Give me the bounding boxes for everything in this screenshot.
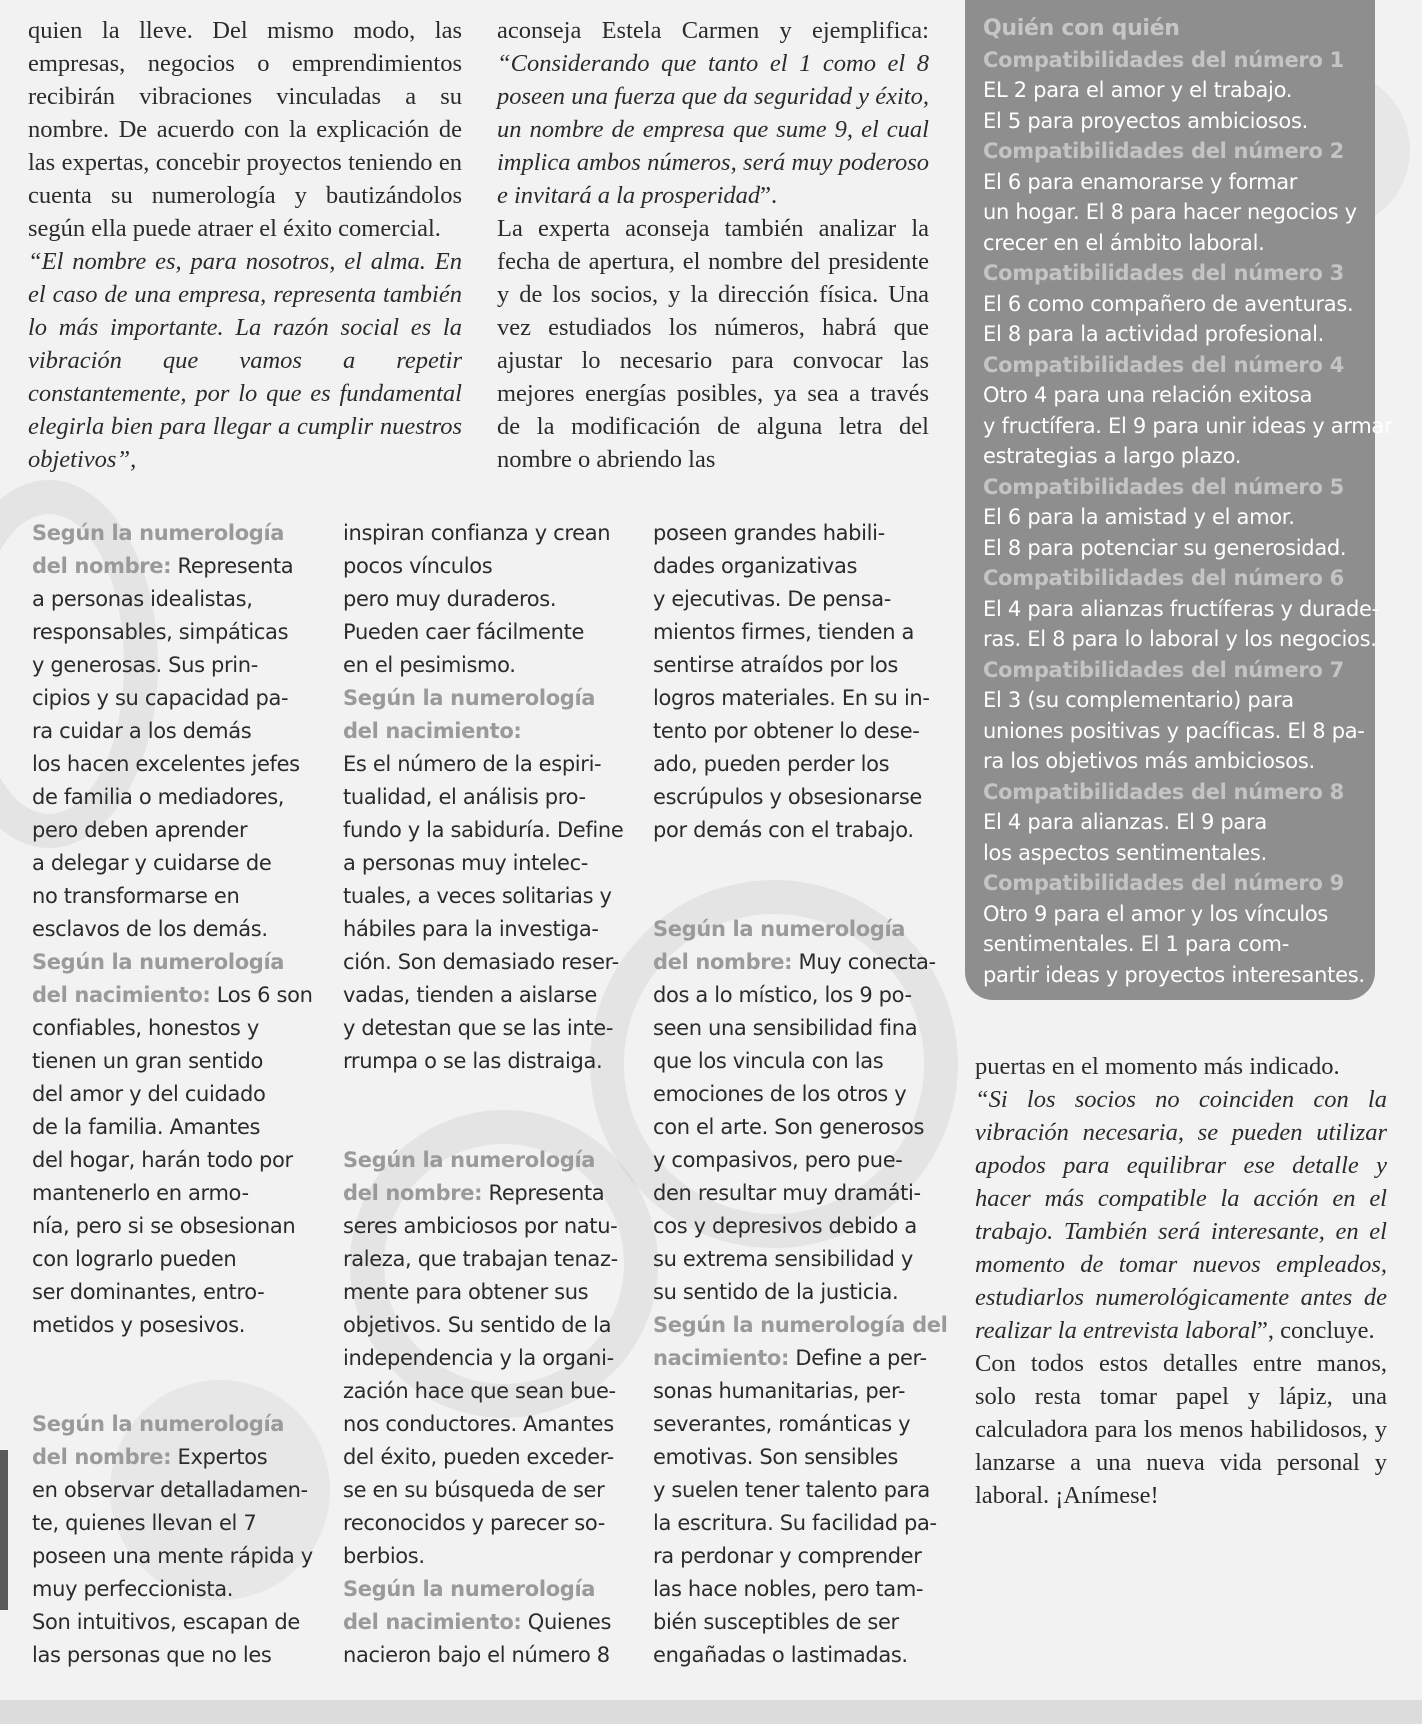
body-text: tento por obtener lo dese- <box>653 719 920 743</box>
closing-text: ”, concluye. <box>1256 1317 1375 1344</box>
body-text: objetivos. Su sentido de la <box>343 1313 612 1337</box>
text-line <box>653 1474 943 1507</box>
sidebar-text: El 8 para la actividad profesional. <box>983 322 1324 346</box>
section-heading: Según la numerología <box>343 1148 596 1172</box>
section-heading: del nombre: <box>32 1445 172 1469</box>
text-line <box>653 1540 943 1573</box>
text-line <box>653 1210 943 1243</box>
body-text: las hace nobles, pero tam- <box>653 1577 924 1601</box>
text-line <box>343 1606 633 1639</box>
body-text: reconocidos y parecer so- <box>343 1511 605 1535</box>
text-line <box>343 979 633 1012</box>
body-text: emotivas. Son sensibles <box>653 1445 898 1469</box>
text-line <box>32 847 332 880</box>
sidebar-text: El 6 para la amistad y el amor. <box>983 505 1295 529</box>
body-text: del hogar, harán todo por <box>32 1148 293 1172</box>
text-line <box>32 550 332 583</box>
intro-column-1 <box>28 14 462 476</box>
text-line <box>653 979 943 1012</box>
body-text: metidos y posesivos. <box>32 1313 246 1337</box>
body-text: rrumpa o se las distraiga. <box>343 1049 603 1073</box>
body-text: la escritura. Su facilidad pa- <box>653 1511 937 1535</box>
text-line <box>343 517 633 550</box>
text-line <box>653 814 943 847</box>
body-text: severantes, románticas y <box>653 1412 911 1436</box>
text-line <box>653 1342 943 1375</box>
text-line <box>343 1441 633 1474</box>
text-line <box>343 1540 633 1573</box>
sidebar-heading: Compatibilidades del número 7 <box>983 657 1344 682</box>
text-line <box>653 616 943 649</box>
sidebar-text: sentimentales. El 1 para com- <box>983 932 1289 956</box>
sidebar-text: Otro 4 para una relación exitosa <box>983 383 1313 407</box>
body-text: sentirse atraídos por los <box>653 653 899 677</box>
text-line <box>32 649 332 682</box>
text-line <box>343 1507 633 1540</box>
text-line <box>32 1474 332 1507</box>
text-line <box>32 1276 332 1309</box>
text-line <box>653 1573 943 1606</box>
body-text: y suelen tener talento para <box>653 1478 930 1502</box>
body-text: en observar detalladamen- <box>32 1478 308 1502</box>
sidebar-heading: Compatibilidades del número 2 <box>983 139 1344 163</box>
text-line <box>32 979 332 1012</box>
body-text: vadas, tienden a aislarse <box>343 983 597 1007</box>
text-line <box>32 1606 332 1639</box>
text-line <box>343 616 633 649</box>
section-gap <box>32 1342 332 1408</box>
scan-edge <box>0 1450 8 1610</box>
body-text: zación hace que sean bue- <box>343 1379 616 1403</box>
body-text: y detestan que se las inte- <box>343 1016 614 1040</box>
compatibility-sidebar <box>965 0 1393 1000</box>
sidebar-heading: Compatibilidades del número 5 <box>983 474 1344 499</box>
sidebar-text: El 8 para potenciar su generosidad. <box>983 535 1347 560</box>
text-line <box>653 1078 943 1111</box>
sidebar-text: El 6 para enamorarse y formar <box>983 169 1298 194</box>
sidebar-text: crecer en el ámbito laboral. <box>983 230 1265 255</box>
body-text: independencia y la organi- <box>343 1346 614 1370</box>
body-text: hábiles para la investiga- <box>343 917 599 941</box>
text-line <box>653 1309 948 1342</box>
text-line <box>343 1474 633 1507</box>
body-text: mantenerlo en armo- <box>32 1181 249 1205</box>
body-text: ado, pueden perder los <box>653 752 890 776</box>
section-heading: del nacimiento: <box>343 1610 522 1634</box>
text-line <box>343 682 633 715</box>
closing-paragraph: Con todos estos detalles entre manos, solo resta tomar papel y lápiz, una calculadora para los menos habilidosos, y lanzarse a una nueva vida personal y laboral. ¡Anímese! <box>975 1350 1387 1509</box>
body-text: Los 6 son <box>210 983 313 1007</box>
body-text: escrúpulos y obsesionarse <box>653 785 922 809</box>
body-text: Representa <box>482 1181 605 1205</box>
text-line <box>32 616 332 649</box>
body-text: y generosas. Sus prin- <box>32 653 258 677</box>
section-heading: del nombre: <box>32 554 172 578</box>
body-text: los hacen excelentes jefes <box>32 752 300 776</box>
text-line <box>653 913 943 946</box>
text-line <box>653 715 943 748</box>
body-text: den resultar muy dramáti- <box>653 1181 921 1205</box>
body-text: por demás con el trabajo. <box>653 818 914 842</box>
text-line <box>343 550 633 583</box>
text-line <box>32 748 332 781</box>
body-text: en el pesimismo. <box>343 653 516 677</box>
text-line <box>32 1540 332 1573</box>
body-text: ser dominantes, entro- <box>32 1280 265 1304</box>
section-heading: nacimiento: <box>653 1346 790 1370</box>
text-line <box>653 1639 943 1672</box>
body-text: Quienes <box>521 1610 612 1634</box>
column-number-8-9 <box>653 517 948 1672</box>
text-line <box>32 517 332 550</box>
body-text: de la familia. Amantes <box>32 1115 261 1139</box>
body-text: y ejecutivas. De pensa- <box>653 587 891 611</box>
text-line <box>653 1243 943 1276</box>
text-line <box>32 1573 332 1606</box>
text-line <box>653 1408 943 1441</box>
intro-quote: “Considerando que tanto el 1 como el 8 poseen una fuerza que da seguridad y éxito, un nombre de empresa que sume 9, el cual implica ambos números, será muy poderoso e invitará a la prosperidad <box>497 50 929 209</box>
body-text: fundo y la sabiduría. Define <box>343 818 624 842</box>
body-text: mente para obtener sus <box>343 1280 589 1304</box>
section-gap <box>343 1078 633 1144</box>
body-text: sonas humanitarias, per- <box>653 1379 906 1403</box>
text-line <box>343 1276 633 1309</box>
body-text: cipios y su capacidad pa- <box>32 686 289 710</box>
text-line <box>653 1012 943 1045</box>
text-line <box>343 847 633 880</box>
sidebar-text: los aspectos sentimentales. <box>983 840 1267 865</box>
text-line <box>343 1375 633 1408</box>
text-line <box>343 1408 633 1441</box>
body-text: su sentido de la justicia. <box>653 1280 899 1304</box>
body-text: muy perfeccionista. <box>32 1577 234 1601</box>
sidebar-text: y fructífera. El 9 para unir ideas y armar <box>983 413 1393 438</box>
text-line <box>32 1408 332 1441</box>
section-heading: Según la numerología <box>32 521 285 545</box>
body-text: ra perdonar y comprender <box>653 1544 922 1568</box>
body-text: nacieron bajo el número 8 <box>343 1643 610 1667</box>
sidebar-text: ra los objetivos más ambiciosos. <box>983 749 1315 773</box>
intro-quote: “El nombre es, para nosotros, el alma. En el caso de una empresa, representa también lo más importante. La razón social es la vibración que vamos a repetir constantemente, por lo que es fundamental elegirla bien para llegar a cumplir nuestros objetivos”, <box>28 248 462 473</box>
body-text: del éxito, pueden exceder- <box>343 1445 614 1469</box>
body-text: responsables, simpáticas <box>32 620 289 644</box>
text-line <box>343 880 633 913</box>
body-text: cos y depresivos debido a <box>653 1214 917 1238</box>
body-text: Es el número de la espiri- <box>343 752 602 776</box>
text-line <box>343 781 633 814</box>
sidebar-text: ras. El 8 para lo laboral y los negocios. <box>983 627 1377 651</box>
body-text: confiables, honestos y <box>32 1016 259 1040</box>
sidebar-heading: Compatibilidades del número 3 <box>983 261 1344 285</box>
text-line <box>32 1639 332 1672</box>
text-line <box>343 1177 633 1210</box>
body-text: con lograrlo pueden <box>32 1247 237 1271</box>
page-bottom-edge <box>0 1700 1422 1724</box>
text-line <box>343 748 633 781</box>
body-text: tuales, a veces solitarias y <box>343 884 612 908</box>
section-heading: del nacimiento: <box>32 983 211 1007</box>
text-line <box>343 649 633 682</box>
body-text: ra cuidar a los demás <box>32 719 252 743</box>
body-text: con el arte. Son generosos <box>653 1115 925 1139</box>
text-line <box>32 583 332 616</box>
text-line <box>32 1441 332 1474</box>
text-line <box>653 1606 943 1639</box>
text-line <box>653 649 943 682</box>
text-line <box>343 1012 633 1045</box>
text-line <box>653 946 943 979</box>
text-line <box>653 1507 943 1540</box>
section-heading: Según la numerología <box>32 950 285 974</box>
closing-column <box>975 1050 1387 1512</box>
text-line <box>32 781 332 814</box>
sidebar-text: partir ideas y proyectos interesantes. <box>983 962 1365 987</box>
body-text: no transformarse en <box>32 884 240 908</box>
text-line <box>32 1507 332 1540</box>
body-text: se en su búsqueda de ser <box>343 1478 605 1502</box>
section-heading: Según la numerología <box>32 1412 285 1436</box>
body-text: Representa <box>171 554 294 578</box>
column-number-6-7 <box>32 517 332 1672</box>
body-text: a delegar y cuidarse de <box>32 851 272 875</box>
body-text: engañadas o lastimadas. <box>653 1643 908 1667</box>
body-text: y compasivos, pero pue- <box>653 1148 903 1172</box>
sidebar-text: El 4 para alianzas fructíferas y durade- <box>983 596 1379 621</box>
body-text: esclavos de los demás. <box>32 917 268 941</box>
sidebar-text: un hogar. El 8 para hacer negocios y <box>983 200 1357 224</box>
body-text: dos a lo místico, los 9 po- <box>653 983 912 1007</box>
column-number-7-8 <box>343 517 633 1672</box>
body-text: a personas muy intelec- <box>343 851 589 875</box>
text-line <box>343 913 633 946</box>
sidebar-text: El 4 para alianzas. El 9 para <box>983 810 1267 834</box>
body-text: nía, pero si se obsesionan <box>32 1214 296 1238</box>
text-line <box>343 946 633 979</box>
sidebar-text: El 3 (su complementario) para <box>983 688 1294 712</box>
sidebar-text: El 5 para proyectos ambiciosos. <box>983 108 1308 133</box>
body-text: nos conductores. Amantes <box>343 1412 614 1436</box>
body-text: de familia o mediadores, <box>32 785 285 809</box>
section-heading: Según la numerología <box>343 686 596 710</box>
intro-column-2 <box>497 14 929 476</box>
text-line <box>32 1177 332 1210</box>
body-text: tienen un gran sentido <box>32 1049 264 1073</box>
text-line <box>343 1243 633 1276</box>
body-text: raleza, que trabajan tenaz- <box>343 1247 618 1271</box>
section-heading: del nacimiento: <box>343 719 522 743</box>
sidebar-heading: Compatibilidades del número 6 <box>983 566 1344 590</box>
body-text: Define a per- <box>789 1346 927 1370</box>
section-gap <box>653 847 943 913</box>
sidebar-heading: Compatibilidades del número 4 <box>983 352 1344 377</box>
body-text: Muy conecta- <box>792 950 936 974</box>
text-line <box>653 1045 943 1078</box>
text-line <box>653 517 943 550</box>
text-line <box>653 748 943 781</box>
body-text: del amor y del cuidado <box>32 1082 266 1106</box>
sidebar-text: estrategias a largo plazo. <box>983 444 1242 468</box>
body-text: las personas que no les <box>32 1643 272 1667</box>
body-text: dades organizativas <box>653 554 858 578</box>
sidebar-heading: Compatibilidades del número 1 <box>983 47 1344 72</box>
body-text: Pueden caer fácilmente <box>343 620 585 644</box>
body-text: seres ambiciosos por natu- <box>343 1214 618 1238</box>
closing-paragraph <box>975 1083 1387 1347</box>
body-text: poseen grandes habili- <box>653 521 885 545</box>
body-text: que los vincula con las <box>653 1049 884 1073</box>
body-text: mientos firmes, tienden a <box>653 620 915 644</box>
text-line <box>653 1144 943 1177</box>
body-text: tualidad, el análisis pro- <box>343 785 586 809</box>
text-line <box>32 1243 332 1276</box>
text-line <box>32 1078 332 1111</box>
body-text: berbios. <box>343 1544 425 1568</box>
sidebar-title: Quién con quién <box>983 16 1180 41</box>
text-line <box>343 1639 633 1672</box>
intro-paragraph <box>497 14 929 212</box>
text-line <box>653 781 943 814</box>
sidebar-heading: Compatibilidades del número 8 <box>983 779 1344 804</box>
body-text: Son intuitivos, escapan de <box>32 1610 300 1634</box>
text-line <box>653 1177 943 1210</box>
body-text: emociones de los otros y <box>653 1082 907 1106</box>
text-line <box>32 1210 332 1243</box>
body-text: Expertos <box>171 1445 268 1469</box>
intro-paragraph: La experta aconseja también analizar la fecha de apertura, el nombre del presidente y de los socios, y la dirección física. Una vez estudiados los números, habrá que ajustar lo necesario para convocar las mejores energías posibles, ya sea a través de la modificación de alguna letra del nombre o abriendo las <box>497 215 929 473</box>
sidebar-lines <box>983 45 1393 991</box>
text-line <box>653 1111 943 1144</box>
body-text: te, quienes llevan el 7 <box>32 1511 257 1535</box>
section-heading: Según la numerología del <box>653 1313 948 1337</box>
text-line <box>32 814 332 847</box>
text-line <box>343 583 633 616</box>
text-line <box>32 715 332 748</box>
text-line <box>343 814 633 847</box>
text-line <box>653 682 943 715</box>
text-line <box>653 1375 943 1408</box>
sidebar-heading: Compatibilidades del número 9 <box>983 871 1344 895</box>
text-line <box>32 1144 332 1177</box>
text-line <box>653 583 943 616</box>
text-line <box>653 1276 943 1309</box>
sidebar-text: EL 2 para el amor y el trabajo. <box>983 78 1293 102</box>
text-line <box>343 1144 633 1177</box>
intro-text: aconseja Estela Carmen y ejemplifica: <box>497 17 929 44</box>
text-line <box>653 550 943 583</box>
section-heading: Según la numerología <box>343 1577 596 1601</box>
body-text: su extrema sensibilidad y <box>653 1247 913 1271</box>
text-line <box>343 1045 633 1078</box>
text-line <box>32 946 332 979</box>
body-text: ción. Son demasiado reser- <box>343 950 619 974</box>
text-line <box>32 880 332 913</box>
body-text: logros materiales. En su in- <box>653 686 930 710</box>
body-text: bién susceptibles de ser <box>653 1610 899 1634</box>
text-line <box>32 1045 332 1078</box>
text-line <box>343 1342 633 1375</box>
body-text: poseen una mente rápida y <box>32 1544 313 1568</box>
sidebar-text: uniones positivas y pacíficas. El 8 pa- <box>983 718 1365 743</box>
section-heading: del nombre: <box>343 1181 483 1205</box>
text-line <box>32 682 332 715</box>
text-line <box>32 1309 332 1342</box>
text-line <box>343 1573 633 1606</box>
section-heading: Según la numerología <box>653 917 906 941</box>
text-line <box>32 1012 332 1045</box>
section-heading: del nombre: <box>653 950 793 974</box>
text-line <box>653 1441 943 1474</box>
text-line <box>343 1309 633 1342</box>
sidebar-text: Otro 9 para el amor y los vínculos <box>983 901 1329 926</box>
intro-paragraph: quien la lleve. Del mismo modo, las empresas, negocios o emprendimientos recibirán vibraciones vinculadas a su nombre. De acuerdo con la explicación de las expertas, concebir proyectos teniendo en cuenta su numerología y bautizándolos según ella puede atraer el éxito comercial. <box>28 17 462 242</box>
closing-paragraph: puertas en el momento más indicado. <box>975 1053 1340 1080</box>
body-text: inspiran confianza y crean <box>343 521 611 545</box>
text-line <box>343 1210 633 1243</box>
intro-text: ”. <box>760 182 778 209</box>
text-line <box>32 1111 332 1144</box>
closing-quote: “Si los socios no coinciden con la vibración necesaria, se pueden utilizar apodos para equilibrar ese detalle y hacer más compatible la acción en el trabajo. También será interesante, en el momento de tomar nuevos empleados, estudiarlos numerológicamente antes de realizar la entrevista laboral <box>975 1086 1387 1344</box>
body-text: pero muy duraderos. <box>343 587 557 611</box>
text-line <box>343 715 633 748</box>
body-text: seen una sensibilidad fina <box>653 1016 918 1040</box>
body-text: pero deben aprender <box>32 818 248 842</box>
text-line <box>32 913 332 946</box>
sidebar-text: El 6 como compañero de aventuras. <box>983 291 1354 316</box>
body-text: a personas idealistas, <box>32 587 253 611</box>
body-text: pocos vínculos <box>343 554 493 578</box>
